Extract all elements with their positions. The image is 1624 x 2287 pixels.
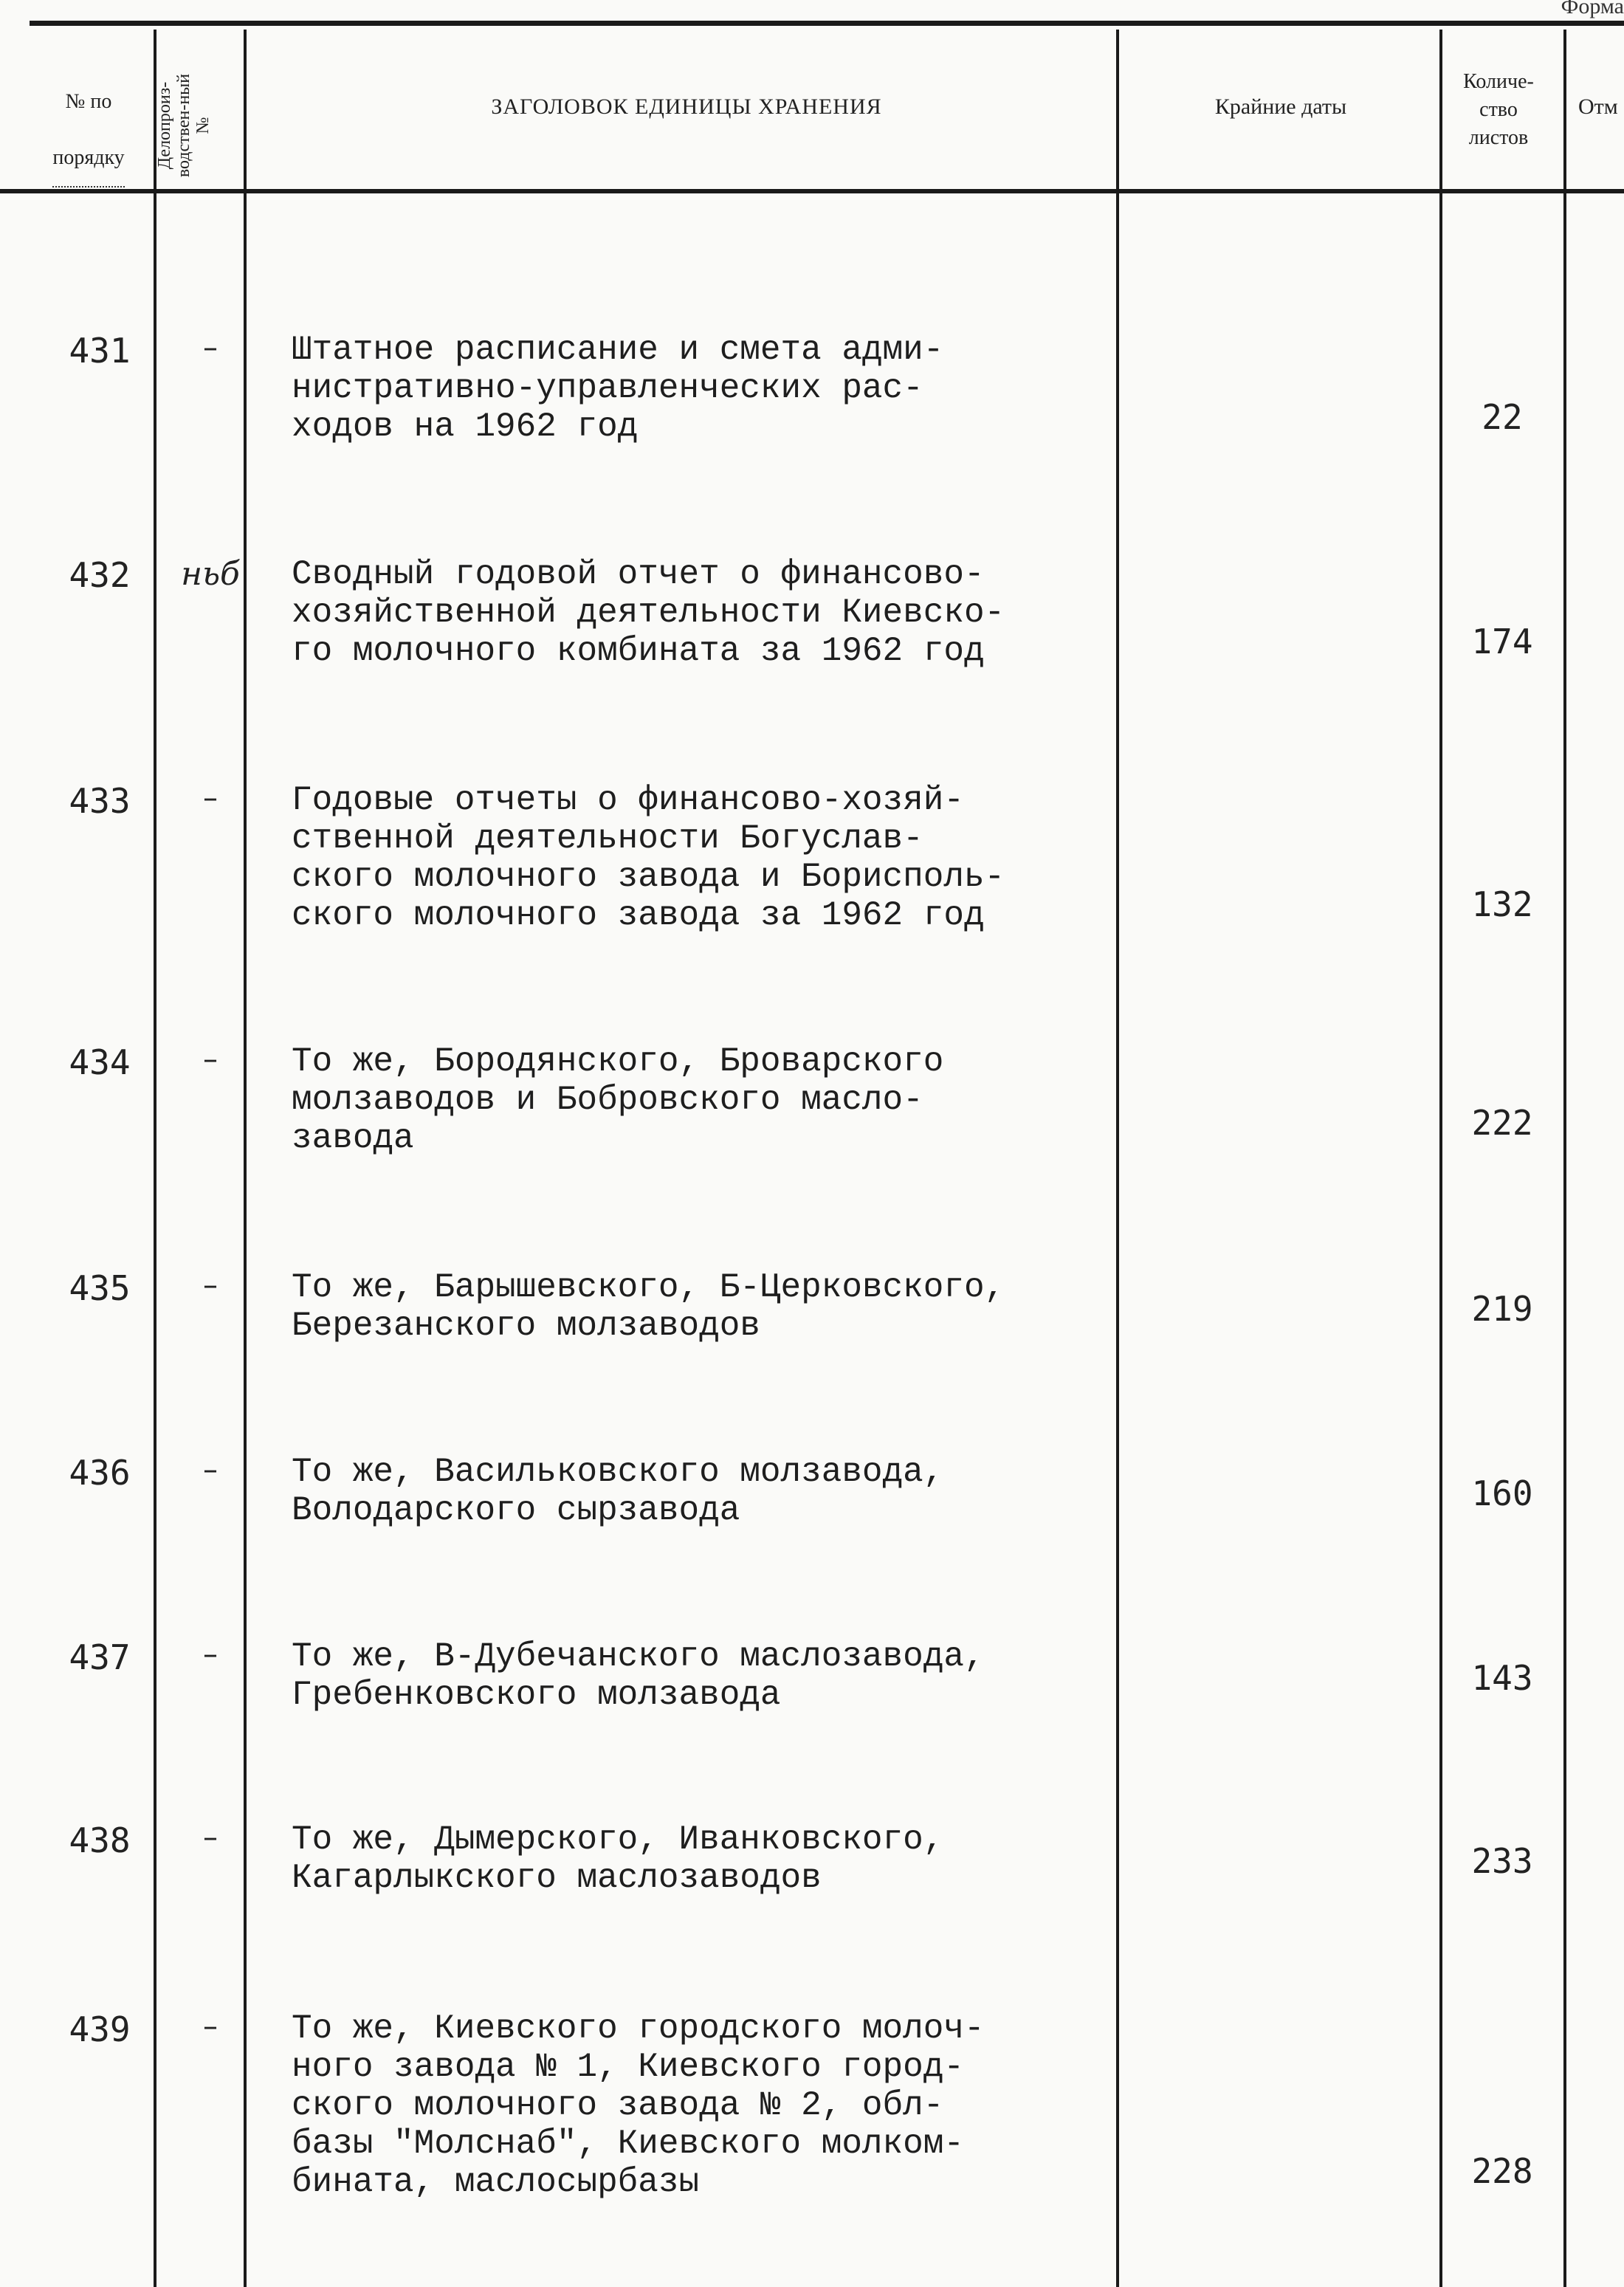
row-number: 436: [69, 1453, 131, 1493]
row-title-line: завода: [292, 1119, 414, 1158]
row-title: [292, 555, 1005, 670]
col-divider-dates: [1439, 30, 1442, 2287]
row-sheet-count: 143: [1471, 1658, 1533, 1698]
header-count-line2: ство: [1479, 98, 1518, 121]
row-title-line: ходов на 1962 год: [292, 407, 639, 446]
row-sheet-count: 22: [1482, 397, 1523, 437]
row-title-line: бината, маслосырбазы: [292, 2163, 700, 2201]
row-title-line: ского молочного завода № 2, обл-: [292, 2086, 944, 2125]
row-deloproiz-number: –: [203, 1042, 218, 1076]
row-sheet-count: 132: [1471, 884, 1533, 924]
row-title-line: базы "Молснаб", Киевского молком-: [292, 2125, 964, 2163]
row-number: 439: [69, 2009, 131, 2049]
row-deloproiz-number: –: [203, 2009, 218, 2043]
row-title-line: То же, Барышевского, Б-Церковского,: [292, 1268, 1005, 1307]
col-divider-count: [1563, 30, 1566, 2287]
row-title: [292, 1453, 943, 1530]
row-deloproiz-number: –: [203, 331, 218, 365]
row-title-line: То же, Дымерского, Иванковского,: [292, 1820, 944, 1859]
row-sheet-count: 228: [1471, 2151, 1533, 2191]
header-number-line2: порядку: [52, 130, 124, 188]
row-title: [292, 2009, 985, 2201]
row-number: 434: [69, 1042, 131, 1082]
row-title-line: Годовые отчеты о финансово-хозяй-: [292, 781, 964, 819]
header-count-line3: листов: [1468, 126, 1529, 149]
row-title: [292, 1820, 943, 1897]
top-rule: [30, 21, 1624, 26]
header-notes-column: Отм: [1578, 94, 1618, 119]
row-title-line: То же, Бородянского, Броварского: [292, 1042, 944, 1081]
row-sheet-count: 160: [1471, 1473, 1533, 1513]
row-deloproiz-number: –: [203, 1637, 218, 1671]
row-title-line: ственной деятельности Богуслав-: [292, 819, 923, 858]
row-title: [292, 1042, 943, 1158]
row-number: 435: [69, 1268, 131, 1308]
row-title-line: То же, Васильковского молзавода,: [292, 1453, 944, 1491]
col-divider-delo: [244, 30, 247, 2287]
row-deloproiz-number: –: [203, 1268, 218, 1302]
row-title: [292, 1637, 985, 1714]
col-divider-title: [1116, 30, 1119, 2287]
row-title-line: Гребенковского молзавода: [292, 1676, 781, 1714]
row-number: 437: [69, 1637, 131, 1677]
row-sheet-count: 233: [1471, 1841, 1533, 1881]
header-count-column: [1443, 68, 1554, 152]
row-title-line: Кагарлыкского маслозаводов: [292, 1859, 822, 1897]
row-title-line: Сводный годовой отчет о финансово-: [292, 555, 985, 594]
row-title-line: ного завода № 1, Киевского город-: [292, 2048, 964, 2086]
row-title-line: То же, Киевского городского молоч-: [292, 2009, 985, 2048]
row-number: 432: [69, 555, 131, 595]
header-title-column: ЗАГОЛОВОК ЕДИНИЦЫ ХРАНЕНИЯ: [491, 94, 882, 119]
row-title-line: молзаводов и Бобровского масло-: [292, 1081, 923, 1119]
row-title: [292, 781, 1005, 935]
row-title-line: Володарского сырзавода: [292, 1491, 740, 1530]
row-title-line: ского молочного завода и Борисполь-: [292, 858, 1005, 896]
row-title-line: хозяйственной деятельности Киевско-: [292, 594, 1005, 632]
row-title: [292, 1268, 1005, 1345]
header-dates-column: Крайние даты: [1214, 94, 1347, 119]
row-number: 438: [69, 1820, 131, 1860]
row-title: [292, 331, 943, 446]
row-number: 431: [69, 331, 131, 371]
row-title-line: Березанского молзаводов: [292, 1307, 760, 1345]
row-title-line: То же, В-Дубечанского маслозавода,: [292, 1637, 985, 1676]
row-sheet-count: 222: [1471, 1103, 1533, 1143]
header-number-line1: № по: [65, 90, 112, 113]
row-deloproiz-number: –: [203, 1820, 218, 1854]
form-label: Форма: [1561, 0, 1624, 18]
row-sheet-count: 174: [1471, 622, 1533, 661]
row-sheet-count: 219: [1471, 1289, 1533, 1329]
row-title-line: го молочного комбината за 1962 год: [292, 632, 985, 670]
row-title-line: ского молочного завода за 1962 год: [292, 896, 985, 935]
row-title-line: Штатное расписание и смета адми-: [292, 331, 944, 369]
header-deloproiz-column: Делопроиз-водствен-ный №: [155, 73, 213, 178]
row-number: 433: [69, 781, 131, 821]
row-title-line: нистративно-управленческих рас-: [292, 369, 923, 407]
header-count-line1: Количе-: [1463, 70, 1534, 93]
header-number-column: [30, 74, 148, 188]
row-deloproiz-number: –: [203, 781, 218, 815]
row-deloproiz-handwritten: ньб: [181, 555, 240, 593]
row-deloproiz-number: –: [203, 1453, 218, 1487]
